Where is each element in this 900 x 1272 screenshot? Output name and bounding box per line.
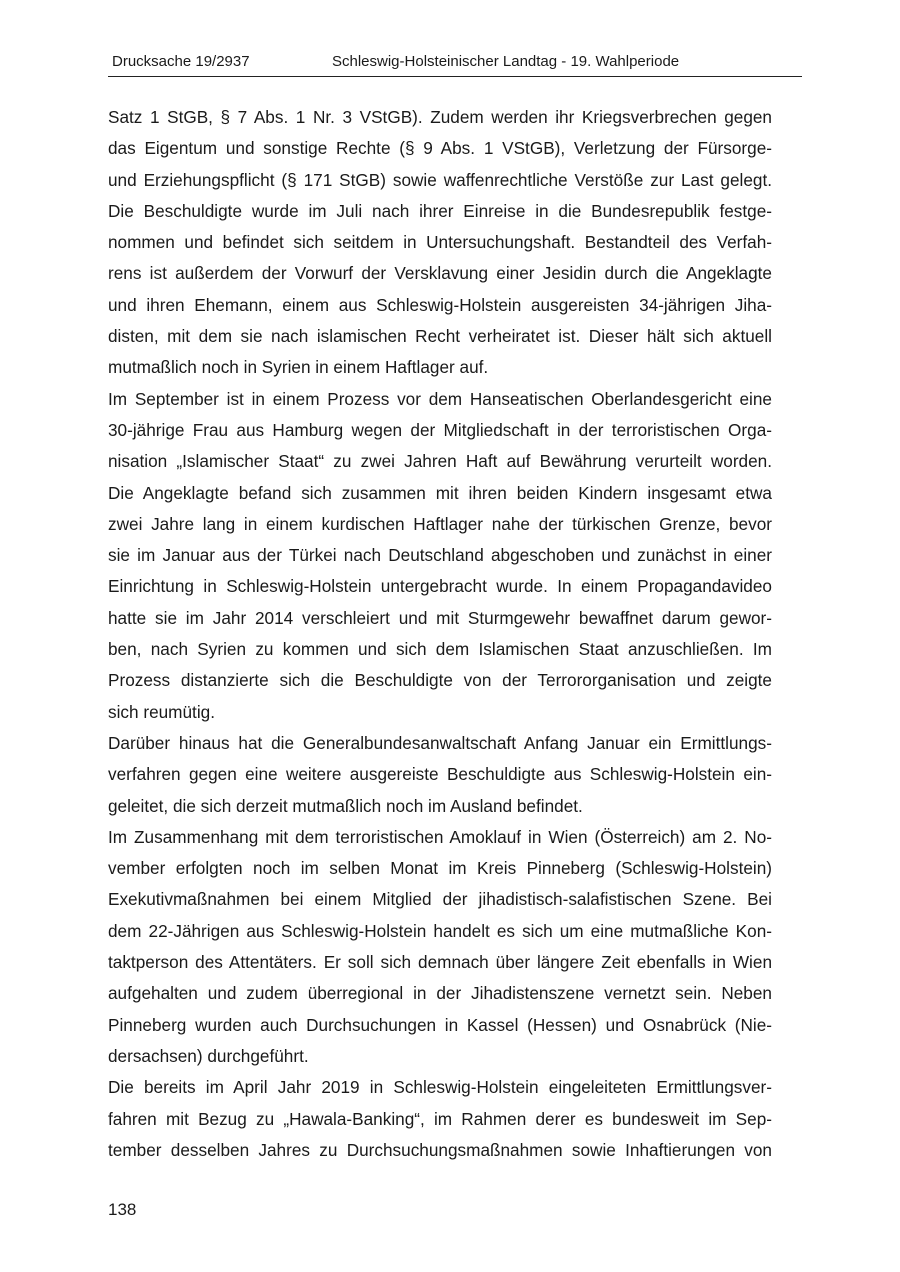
text-line: und ihren Ehemann, einem aus Schleswig-Holstein ausgereisten 34-jährigen Jiha- <box>108 294 772 315</box>
text-line: das Eigentum und sonstige Rechte (§ 9 Abs. 1 VStGB), Verletzung der Fürsorge- <box>108 138 772 159</box>
text-line: hatte sie im Jahr 2014 verschleiert und mit Sturmgewehr bewaffnet darum gewor- <box>108 607 772 628</box>
text-line: disten, mit dem sie nach islamischen Recht verheiratet ist. Dieser hält sich aktuell <box>108 326 772 347</box>
text-line: ben, nach Syrien zu kommen und sich dem Islamischen Staat anzuschließen. Im <box>108 639 772 660</box>
text-line: sich reumütig. <box>108 701 215 722</box>
text-line: Im September ist in einem Prozess vor dem Hanseatischen Oberlandesgericht eine <box>108 388 772 409</box>
text-line: aufgehalten und zudem überregional in der Jihadistenszene vernetzt sein. Neben <box>108 983 772 1004</box>
page-number: 138 <box>108 1200 137 1219</box>
document-number: Drucksache 19/2937 <box>112 53 250 70</box>
text-line: Prozess distanzierte sich die Beschuldigte von der Terrororganisation und zeigte <box>108 670 772 691</box>
text-line: Pinneberg wurden auch Durchsuchungen in Kassel (Hessen) und Osnabrück (Nie- <box>108 1014 772 1035</box>
paragraph <box>108 728 772 822</box>
header-title: Schleswig-Holsteinischer Landtag - 19. Wahlperiode <box>332 53 680 70</box>
page-header <box>108 52 802 77</box>
text-line: fahren mit Bezug zu „Hawala-Banking“, im Rahmen derer es bundesweit im Sep- <box>108 1108 772 1129</box>
text-line: Satz 1 StGB, § 7 Abs. 1 Nr. 3 VStGB). Zudem werden ihr Kriegsverbrechen gegen <box>108 107 772 127</box>
text-line: geleitet, die sich derzeit mutmaßlich noch im Ausland befindet. <box>108 795 583 816</box>
text-line: Die Angeklagte befand sich zusammen mit ihren beiden Kindern insgesamt etwa <box>108 482 772 503</box>
paragraph <box>108 822 772 1072</box>
text-line: Die bereits im April Jahr 2019 in Schleswig-Holstein eingeleiteten Ermittlungsver- <box>108 1077 772 1098</box>
text-line: 30-jährige Frau aus Hamburg wegen der Mitgliedschaft in der terroristischen Orga- <box>108 419 772 440</box>
text-line: verfahren gegen eine weitere ausgereiste Beschuldigte aus Schleswig-Holstein ein- <box>108 764 772 785</box>
text-line: Exekutivmaßnahmen bei einem Mitglied der jihadistisch-salafistischen Szene. Bei <box>108 889 772 910</box>
text-line: tember desselben Jahres zu Durchsuchungsmaßnahmen sowie Inhaftierungen von <box>108 1139 772 1160</box>
text-line: rens ist außerdem der Vorwurf der Versklavung einer Jesidin durch die Angeklagte <box>108 263 772 284</box>
text-line: dem 22-Jährigen aus Schleswig-Holstein handelt es sich um eine mutmaßliche Kon- <box>108 920 772 941</box>
body-text <box>108 102 772 1166</box>
text-line: Die Beschuldigte wurde im Juli nach ihrer Einreise in die Bundesrepublik festge- <box>108 200 772 221</box>
text-line: vember erfolgten noch im selben Monat im Kreis Pinneberg (Schleswig-Holstein) <box>108 858 772 879</box>
paragraph <box>108 1072 772 1166</box>
text-line: Darüber hinaus hat die Generalbundesanwaltschaft Anfang Januar ein Ermittlungs- <box>108 732 772 753</box>
text-line: zwei Jahre lang in einem kurdischen Haftlager nahe der türkischen Grenze, bevor <box>108 513 772 534</box>
paragraph <box>108 102 772 384</box>
text-line: taktperson des Attentäters. Er soll sich demnach über längere Zeit ebenfalls in Wien <box>108 952 772 973</box>
text-line: und Erziehungspflicht (§ 171 StGB) sowie waffenrechtliche Verstöße zur Last gelegt. <box>108 169 772 190</box>
text-line: nisation „Islamischer Staat“ zu zwei Jahren Haft auf Bewährung verurteilt worden. <box>108 451 772 472</box>
text-line: sie im Januar aus der Türkei nach Deutschland abgeschoben und zunächst in einer <box>108 545 772 566</box>
text-line: Im Zusammenhang mit dem terroristischen Amoklauf in Wien (Österreich) am 2. No- <box>108 826 772 847</box>
text-line: nommen und befindet sich seitdem in Untersuchungshaft. Bestandteil des Verfah- <box>108 232 772 253</box>
text-line: Einrichtung in Schleswig-Holstein untergebracht wurde. In einem Propagandavideo <box>108 576 772 597</box>
text-line: dersachsen) durchgeführt. <box>108 1045 309 1066</box>
paragraph <box>108 384 772 728</box>
text-line: mutmaßlich noch in Syrien in einem Haftlager auf. <box>108 357 489 378</box>
